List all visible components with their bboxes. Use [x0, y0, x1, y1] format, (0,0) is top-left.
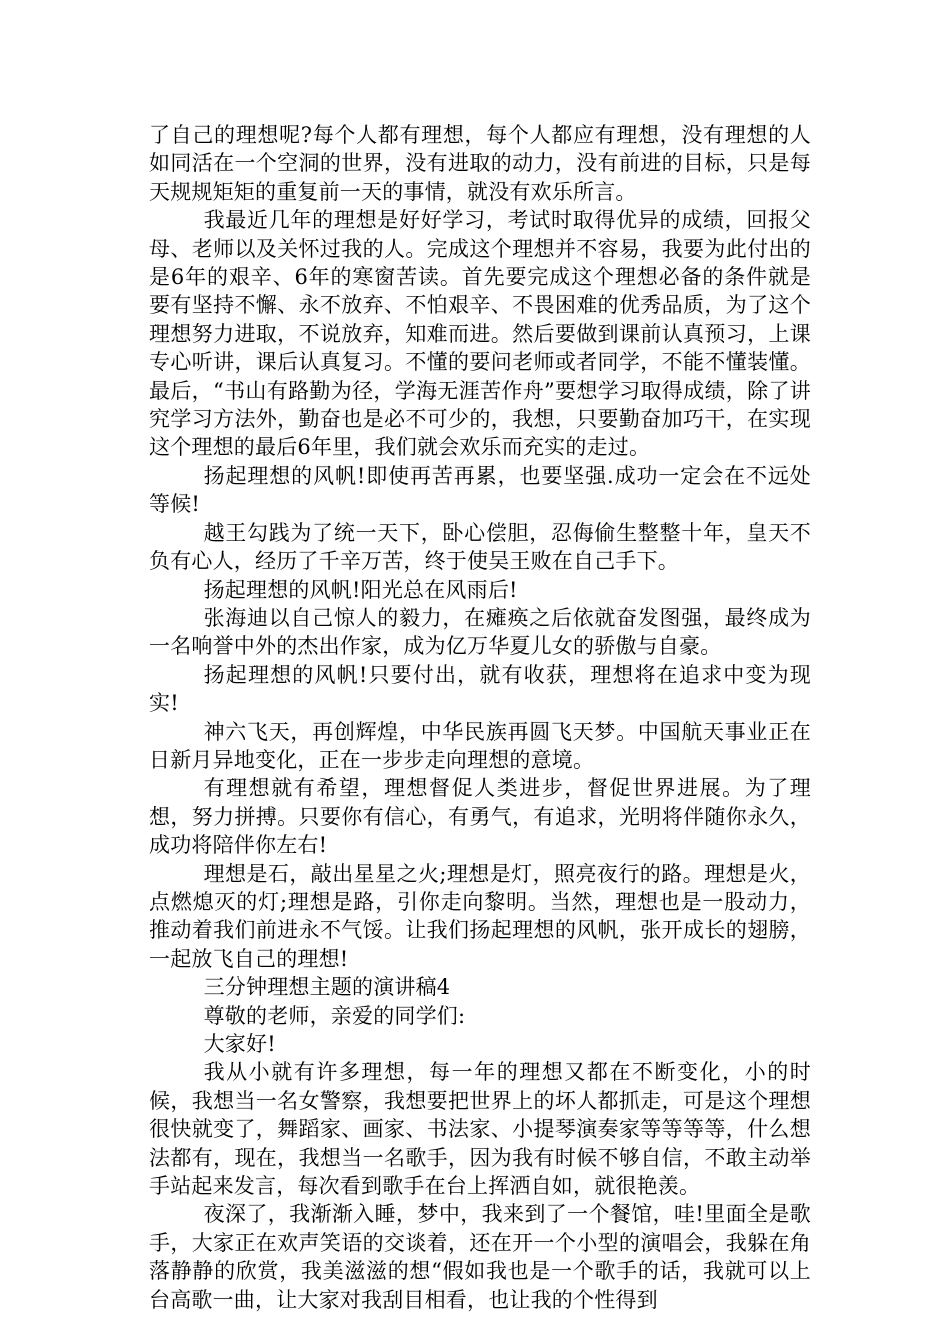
paragraph-my-ideal: 我最近几年的理想是好好学习，考试时取得优异的成绩，回报父母、老师以及关怀过我的人。完成这个理想并不容易，我要为此付出的是6年的艰辛、6年的寒窗苦读。首先要完成这个理想必备的条件就是要有坚持不懈、永不放弃、不怕艰辛、不畏困难的优秀品质，为了这个理想努力进取，不说放弃，知难而进。然后要做到课前认真预习，上课专心听讲，课后认真复习。不懂的要问老师或者同学，不能不懂装懂。最后，“书山有路勤为径，学海无涯苦作舟”要想学习取得成绩，除了讲究学习方法外，勤奋也是必不可少的，我想，只要勤奋加巧干，在实现这个理想的最后6年里，我们就会欢乐而充实的走过。 — [149, 208, 811, 460]
paragraph-sail-3: 扬起理想的风帆!只要付出，就有收获，理想将在追求中变为现实! — [149, 662, 811, 716]
paragraph-hope: 有理想就有希望，理想督促人类进步，督促世界进展。为了理想，努力拼搏。只要你有信心，有勇气，有追求，光明将伴随你永久，成功将陪伴你左右! — [149, 776, 811, 858]
body-text — [149, 121, 811, 1314]
paragraph-dream: 夜深了，我渐渐入睡，梦中，我来到了一个餐馆，哇!里面全是歌手，大家正在欢声笑语的交谈着，还在开一个小型的演唱会，我躲在角落静静的欣赏，我美滋滋的想“假如我也是一个歌手的话，我就可以上台高歌一曲，让大家对我刮目相看，也让我的个性得到 — [149, 1202, 811, 1312]
paragraph-sail-2: 扬起理想的风帆!阳光总在风雨后! — [203, 577, 518, 602]
greeting: 大家好! — [203, 1032, 276, 1056]
paragraph-sail-1: 扬起理想的风帆!即使再苦再累，也要坚强.成功一定会在不远处等候! — [149, 463, 811, 517]
paragraph-intro-continuation: 了自己的理想呢?每个人都有理想，每个人都应有理想，没有理想的人如同活在一个空洞的世界，没有进取的动力，没有前进的目标，只是每天规规矩矩的重复前一天的事情，就没有欢乐所言。 — [149, 123, 811, 204]
paragraph-goujian: 越王勾践为了统一天下，卧心偿胆，忍侮偷生整整十年，皇天不负有心人，经历了千辛万苦，终于使吴王败在自己手下。 — [149, 520, 811, 574]
speech-title: 三分钟理想主题的演讲稿4 — [203, 975, 451, 1000]
paragraph-ideal-is-stone: 理想是石，敲出星星之火;理想是灯，照亮夜行的路。理想是火，点燃熄灭的灯;理想是路，引你走向黎明。当然，理想也是一股动力，推动着我们前进永不气馁。让我们扬起理想的风帆，张开成长的翅膀，一起放飞自己的理想! — [149, 861, 811, 971]
salutation: 尊敬的老师，亲爱的同学们: — [203, 1003, 466, 1028]
paragraph-shenliu: 神六飞天，再创辉煌，中华民族再圆飞天梦。中国航天事业正在日新月异地变化，正在一步步走向理想的意境。 — [149, 719, 811, 772]
paragraph-childhood-ideals: 我从小就有许多理想，每一年的理想又都在不断变化，小的时候，我想当一名女警察，我想要把世界上的坏人都抓走，可是这个理想很快就变了，舞蹈家、画家、书法家、小提琴演奏家等等等等，什么想法都有，现在，我想当一名歌手，因为我有时候不够自信，不敢主动举手站起来发言，每次看到歌手在台上挥洒自如，就很艳羡。 — [149, 1060, 811, 1199]
paragraph-zhang-haidi: 张海迪以自己惊人的毅力，在瘫痪之后依就奋发图强，最终成为一名响誉中外的杰出作家，成为亿万华夏儿女的骄傲与自豪。 — [149, 605, 811, 659]
